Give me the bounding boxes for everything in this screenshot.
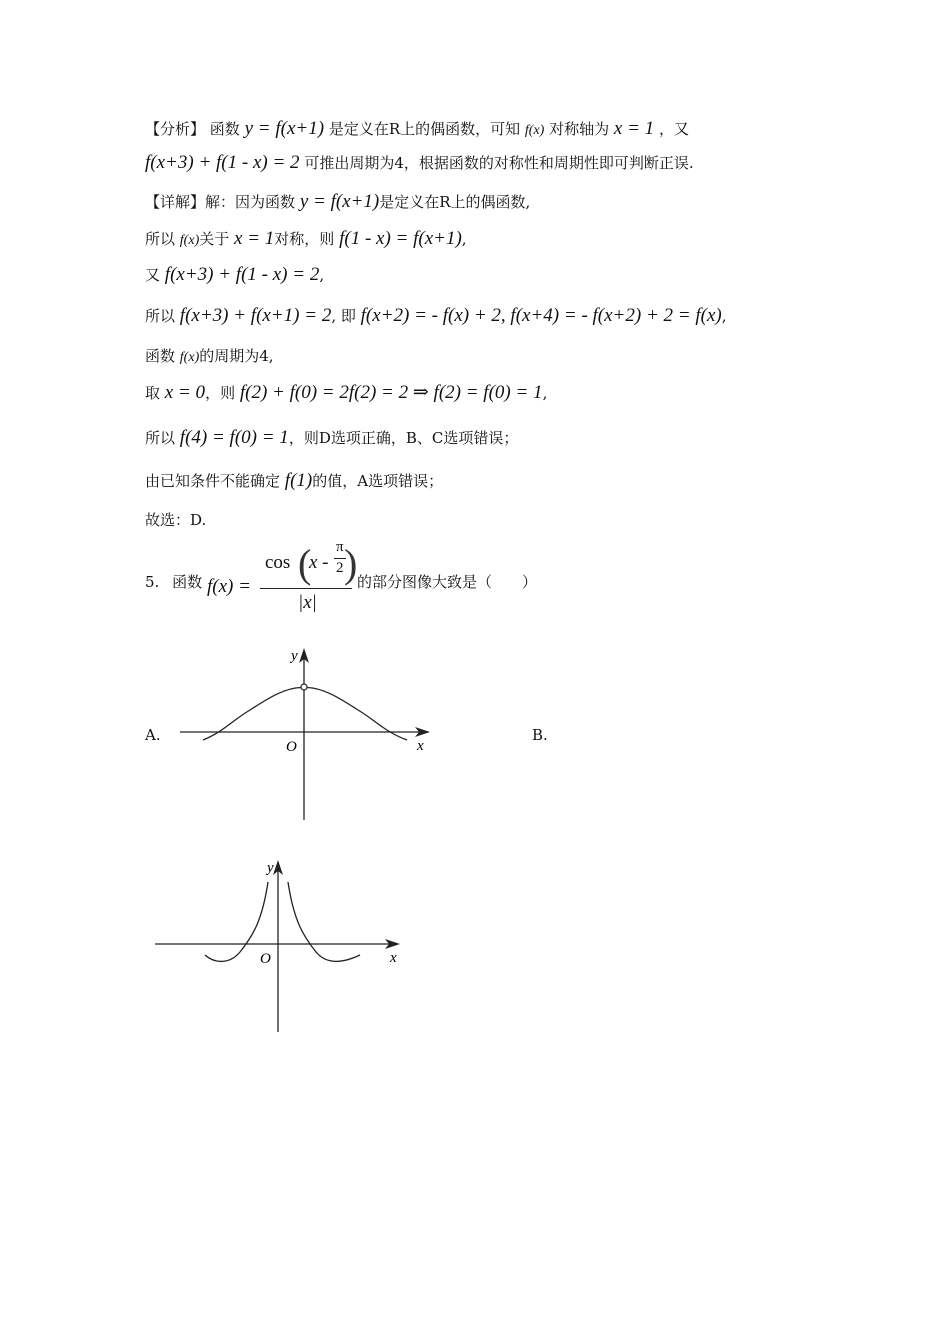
- analysis-line-2: [145, 152, 694, 174]
- option-b-label[interactable]: B.: [532, 726, 548, 744]
- math: y = f(x+1): [244, 118, 325, 139]
- math: f(x+2) = - f(x) + 2, f(x+4) = - f(x+2) + 2 = f(x): [360, 305, 722, 326]
- pi: π: [336, 539, 344, 555]
- detail-line-8: [145, 470, 443, 492]
- text: 可推出周期为4，根据函数的对称性和周期性即可判断正误.: [304, 154, 694, 172]
- curve-left: [205, 882, 268, 961]
- hollow-point: [301, 684, 307, 690]
- text: ,: [319, 266, 325, 284]
- text: 函数: [209, 120, 240, 138]
- detail-line-6: [145, 382, 547, 404]
- detail-line-4: [145, 305, 727, 327]
- text: 函数: [172, 573, 203, 591]
- detail-line-9: [145, 509, 206, 531]
- text: 是定义在R上的偶函数,: [379, 193, 531, 211]
- text: 对称轴为: [549, 120, 610, 138]
- paren-left: (: [298, 541, 312, 586]
- math: f(x): [179, 350, 200, 365]
- math: x = 1: [234, 228, 275, 249]
- arg: x -: [309, 552, 329, 573]
- detail-line-7: [145, 427, 518, 449]
- text: 故选：D.: [145, 511, 207, 529]
- math: x = 0: [164, 382, 206, 403]
- math: f(x+3) + f(1 - x) = 2: [145, 152, 300, 173]
- math: f(2) + f(0) = 2f(2) = 2 ⇒ f(2) = f(0) = 1: [239, 382, 543, 403]
- text: 又: [145, 266, 161, 284]
- question-number: 5.: [145, 573, 160, 591]
- text: 关于: [199, 230, 230, 248]
- text: 的值，A选项错误；: [312, 472, 444, 490]
- curve-right: [288, 882, 360, 961]
- text: 所以: [145, 429, 176, 447]
- text: 解：因为函数: [205, 193, 296, 211]
- function-lhs: f(x) =: [207, 576, 251, 597]
- math: f(x): [179, 233, 200, 248]
- paren-right: ): [344, 541, 358, 586]
- text: ,: [542, 384, 548, 402]
- origin-label: O: [260, 951, 271, 967]
- option-a-label[interactable]: A.: [145, 726, 161, 744]
- text: ，则: [205, 384, 236, 402]
- cos-label: cos: [265, 552, 291, 573]
- detail-line-1: [145, 191, 530, 213]
- origin-label: O: [286, 739, 297, 755]
- fraction: [258, 538, 358, 618]
- math: f(1): [284, 470, 313, 491]
- text: ，则D选项正确，B、C选项错误；: [288, 429, 519, 447]
- two: 2: [336, 560, 344, 576]
- math: f(4) = f(0) = 1: [179, 427, 289, 448]
- y-label: y: [267, 860, 274, 876]
- text: 函数: [145, 347, 176, 365]
- text: , 即: [331, 307, 356, 325]
- math: x = 1: [613, 118, 655, 139]
- x-label: x: [390, 950, 397, 966]
- text: ,: [721, 307, 727, 325]
- y-label: y: [291, 648, 298, 664]
- question-5: [145, 571, 202, 593]
- denominator: |x|: [298, 592, 317, 613]
- analysis-label: 【分析】: [145, 120, 206, 138]
- text: 所以: [145, 307, 176, 325]
- text: ，又: [658, 120, 689, 138]
- x-label: x: [417, 738, 424, 754]
- detail-line-5: [145, 345, 274, 369]
- analysis-line-1: [145, 118, 689, 142]
- math: y = f(x+1): [299, 191, 380, 212]
- text: 所以: [145, 230, 176, 248]
- detail-line-3: [145, 264, 324, 286]
- graph-a[interactable]: [175, 640, 445, 825]
- math: f(x+3) + f(1 - x) = 2: [164, 264, 320, 285]
- text: ,: [461, 230, 467, 248]
- detail-label: 【详解】: [145, 193, 206, 211]
- text: 是定义在R上的偶函数，可知: [328, 120, 521, 138]
- text: 取: [145, 384, 161, 402]
- math: f(x): [524, 123, 545, 138]
- math: f(x+3) + f(x+1) = 2: [179, 305, 332, 326]
- detail-line-2: [145, 228, 467, 252]
- fraction-bar: [260, 588, 352, 589]
- text: 的周期为4,: [199, 347, 274, 365]
- graph-b[interactable]: [150, 852, 410, 1037]
- question-suffix: 的部分图像大致是（ ）: [357, 573, 538, 591]
- text: 对称，则: [274, 230, 335, 248]
- math: f(1 - x) = f(x+1): [339, 228, 462, 249]
- text: 由已知条件不能确定: [145, 472, 281, 490]
